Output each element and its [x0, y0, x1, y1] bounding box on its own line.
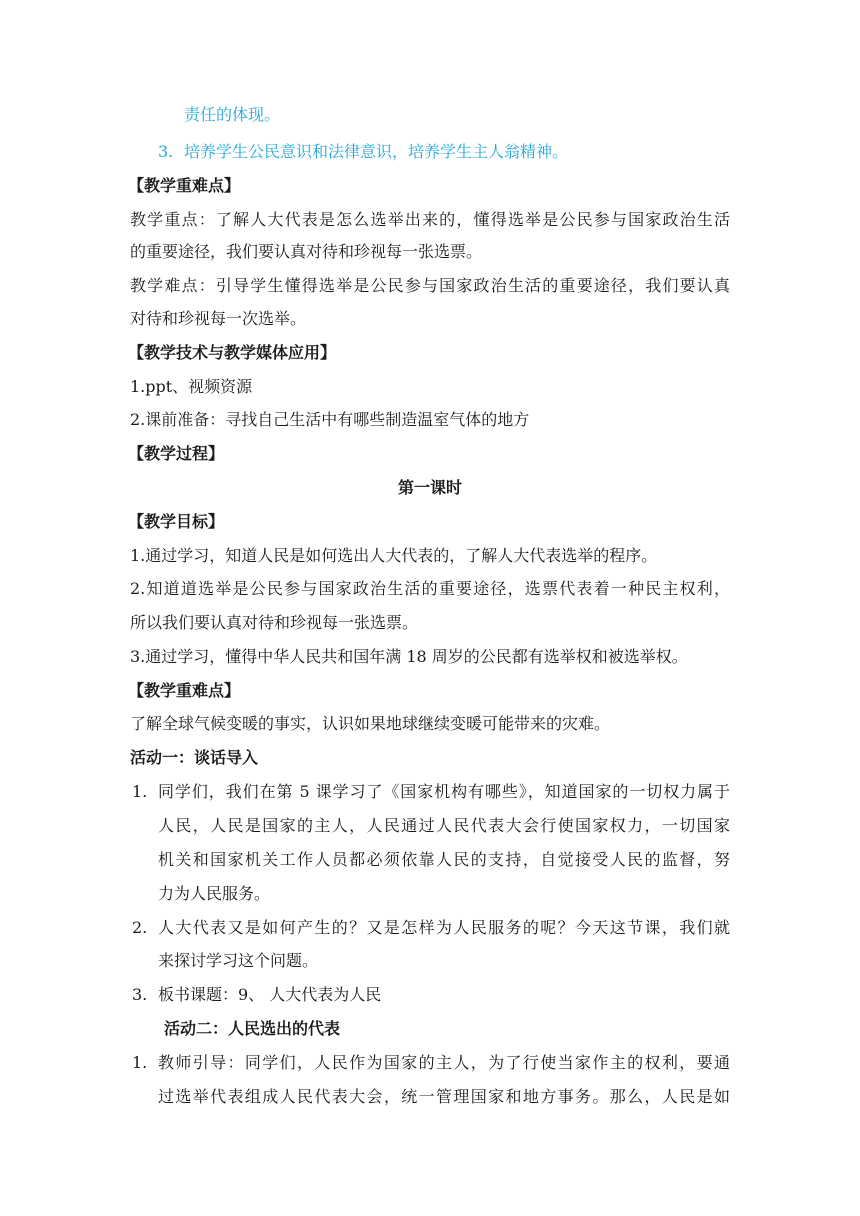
focus-line-2: 的重要途径，我们要认真对待和珍视每一张选票。	[130, 242, 483, 261]
activity-1-item-1-line-4: 力为人民服务。	[158, 884, 271, 903]
section-heading-media: 【教学技术与教学媒体应用】	[128, 343, 337, 362]
hard-line-1: 教学难点：引导学生懂得选举是公民参与国家政治生活的重要途径，我们要认真	[130, 276, 730, 295]
activity-1-item-2-line-1: 人大代表又是如何产生的？又是怎样为人民服务的呢？今天这节课，我们就	[158, 918, 730, 937]
activity-1-item-3-line-1: 板书课题：9、 人大代表为人民	[158, 985, 382, 1004]
activity-1-item-1-line-2: 人民，人民是国家的主人，人民通过人民代表大会行使国家权力，一切国家	[158, 816, 730, 835]
hard-line-2: 对待和珍视每一次选举。	[130, 309, 307, 328]
activity-1-item-1-line-1: 同学们，我们在第 5 课学习了《国家机构有哪些》，知道国家的一切权力属于	[158, 782, 730, 801]
activity-1-heading: 活动一：谈话导入	[130, 748, 259, 767]
activity-2-heading: 活动二：人民选出的代表	[164, 1019, 341, 1038]
goals-item-1: 1.通过学习，知道人民是如何选出人大代表的，了解人大代表选举的程序。	[130, 546, 658, 565]
activity-1-item-2-number: 2.	[132, 918, 148, 937]
goal-line-tail: 责任的体现。	[184, 105, 281, 124]
focus-line-1: 教学重点：了解人大代表是怎么选举出来的，懂得选举是公民参与国家政治生活	[130, 210, 730, 229]
activity-1-item-2-line-2: 来探讨学习这个问题。	[158, 951, 319, 970]
goals-item-3: 3.通过学习，懂得中华人民共和国年满 18 周岁的公民都有选举权和被选举权。	[130, 647, 688, 666]
section-heading-difficulties-2: 【教学重难点】	[128, 681, 241, 700]
activity-1-item-1-line-3: 机关和国家机关工作人员都必须依靠人民的支持，自觉接受人民的监督，努	[158, 850, 730, 869]
media-item-1: 1.ppt、视频资源	[130, 377, 253, 396]
activity-1-item-3-number: 3.	[132, 985, 148, 1004]
goal-item-3	[158, 141, 568, 163]
media-item-2: 2.课前准备：寻找自己生活中有哪些制造温室气体的地方	[130, 410, 530, 429]
section-heading-process: 【教学过程】	[128, 444, 225, 463]
activity-1-item-1-number: 1.	[132, 782, 148, 801]
activity-2-item-1-line-1: 教师引导：同学们，人民作为国家的主人，为了行使当家作主的权利，要通	[158, 1053, 730, 1072]
goals-item-2-line-1: 2.知道道选举是公民参与国家政治生活的重要途径，选票代表着一种民主权利，	[130, 579, 730, 598]
section-heading-goals: 【教学目标】	[128, 512, 225, 531]
difficulties-2-text: 了解全球气候变暖的事实，认识如果地球继续变暖可能带来的灾难。	[130, 714, 611, 733]
goals-item-2-line-2: 所以我们要认真对待和珍视每一张选票。	[130, 613, 419, 632]
goal-item-3-number: 3.	[158, 142, 174, 161]
activity-2-item-1-line-2: 过选举代表组成人民代表大会，统一管理国家和地方事务。那么，人民是如	[158, 1087, 730, 1106]
goal-item-3-text: 培养学生公民意识和法律意识，培养学生主人翁精神。	[184, 142, 569, 161]
activity-2-item-1-number: 1.	[132, 1053, 148, 1072]
lesson-title: 第一课时	[398, 478, 463, 497]
section-heading-difficulties: 【教学重难点】	[128, 176, 241, 195]
